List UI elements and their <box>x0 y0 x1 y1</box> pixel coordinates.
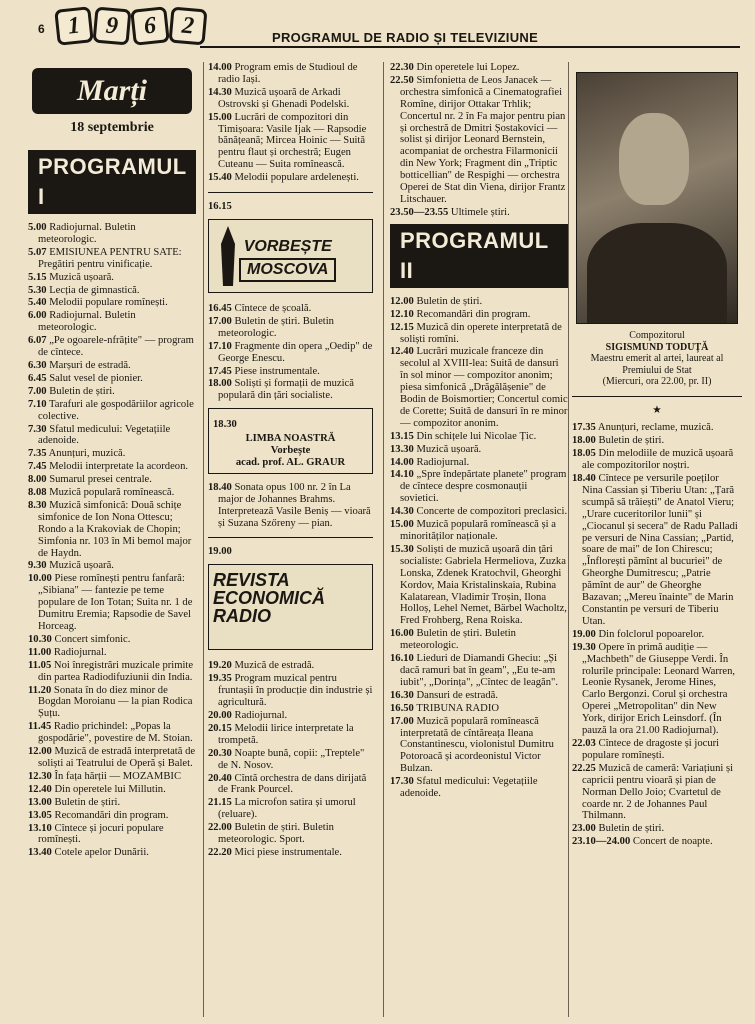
entry-time: 10.00 <box>28 573 52 585</box>
schedule-entry <box>28 797 196 809</box>
entry-text: Radio prichindel: „Popas la gospodărie", povestire de M. Stoian. <box>38 721 193 745</box>
column-divider <box>203 62 204 1017</box>
entry-text: Recomandări din program. <box>54 809 169 821</box>
year-digit: 1 <box>54 6 94 46</box>
divider <box>208 537 373 538</box>
entry-text: Radiojurnal. <box>234 710 288 721</box>
entry-time: 12.00 <box>390 295 414 307</box>
schedule-entry <box>390 544 568 627</box>
entry-text: Melodii populare ardelenești. <box>234 172 359 184</box>
schedule-entry <box>390 703 568 715</box>
schedule-entry <box>208 847 373 859</box>
entry-time: 5.15 <box>28 271 47 283</box>
entry-time: 11.45 <box>28 721 52 733</box>
entry-time: 9.30 <box>28 560 47 572</box>
entry-time: 19.35 <box>208 673 232 685</box>
schedule-entry <box>28 222 196 246</box>
schedule-entry <box>390 690 568 702</box>
logo-line: VORBEȘTE <box>243 237 332 255</box>
schedule-entry <box>390 207 568 219</box>
limba-noastra-box <box>208 408 373 474</box>
entry-time: 18.00 <box>572 435 596 447</box>
entry-time: 11.00 <box>28 646 52 658</box>
entry-text: Program emis de Studioul de radio Iași. <box>218 62 358 85</box>
entry-text: Sfatul medicului: Vegetațiile adenoide. <box>38 423 171 447</box>
entry-time: 20.30 <box>208 747 232 759</box>
entry-time: 12.30 <box>28 770 52 782</box>
entry-time: 11.05 <box>28 659 52 671</box>
logo-line: REVISTA <box>213 570 290 591</box>
entry-time: 12.40 <box>390 346 414 358</box>
entry-time: 18.05 <box>572 448 596 460</box>
star-icon: ★ <box>652 404 662 416</box>
schedule-entry <box>390 653 568 689</box>
entry-text: Muzică de estradă interpretată de soliști ai Teatrului de Operă și Balet. <box>38 746 196 769</box>
schedule-entry <box>208 303 373 315</box>
schedule-entry <box>208 723 373 747</box>
entry-time: 10.30 <box>28 633 52 645</box>
schedule-entry <box>28 360 196 372</box>
entry-text: La microfon satira și umorul (reluare). <box>218 797 356 821</box>
schedule-entry <box>208 378 373 402</box>
entry-time: 15.40 <box>208 172 232 184</box>
entry-time: 22.25 <box>572 762 596 774</box>
schedule-entry <box>208 797 373 821</box>
schedule-entry <box>390 716 568 776</box>
entry-text: TRIBUNA RADIO <box>416 702 500 714</box>
schedule-entry <box>28 386 196 398</box>
entry-text: Muzică din operete interpretată de soliști romîni. <box>400 321 562 345</box>
entry-time: 14.30 <box>390 506 414 518</box>
entry-text: Din operetele lui Millutin. <box>54 783 166 795</box>
schedule-entry <box>208 673 373 709</box>
year-digit: 2 <box>168 6 207 45</box>
schedule-entry <box>572 823 742 835</box>
schedule-entry <box>28 424 196 448</box>
entry-time: 6.30 <box>28 359 47 371</box>
entry-time: 13.00 <box>28 796 52 808</box>
entry-time: 22.50 <box>390 74 414 86</box>
entry-text: Mici piese instrumentale. <box>234 846 342 858</box>
schedule-entry <box>572 836 742 848</box>
header-rule <box>200 46 740 48</box>
schedule-entry <box>390 62 568 74</box>
schedule-entry <box>208 822 373 846</box>
entry-time: 16.30 <box>390 689 414 701</box>
schedule-entry <box>28 461 196 473</box>
schedule-entry <box>390 322 568 346</box>
entry-text: EMISIUNEA PENTRU SATE: Pregătiri pentru vinificație. <box>38 246 182 270</box>
entry-time: 5.07 <box>28 246 47 258</box>
year-logo <box>56 8 206 44</box>
entry-time: 7.00 <box>28 385 47 397</box>
entry-time: 15.30 <box>390 543 414 555</box>
entry-text: Noapte bună, copii: „Treptele" de N. Nosov. <box>218 747 365 771</box>
schedule-list <box>208 62 373 184</box>
schedule-entry <box>208 87 373 111</box>
schedule-entry <box>208 341 373 365</box>
schedule-entry <box>28 373 196 385</box>
composer-photo <box>576 72 738 324</box>
schedule-list <box>390 296 568 800</box>
entry-time: 19.30 <box>572 641 596 653</box>
schedule-entry <box>28 474 196 486</box>
schedule-entry <box>208 482 373 530</box>
schedule-entry <box>28 310 196 334</box>
schedule-entry <box>28 810 196 822</box>
entry-time: 18.40 <box>572 473 596 485</box>
entry-time: 14.00 <box>208 62 232 73</box>
entry-text: Anunțuri, muzică. <box>48 448 126 460</box>
box-line: Vorbește <box>270 445 311 457</box>
schedule-entry <box>572 422 742 434</box>
entry-text: Muzică de cameră: Variațiuni și capricii pentru vioară și pian de Norman Dello Joio; Cvartetul de coarde nr. 2 de Johannes Paul Thilmann. <box>582 762 734 822</box>
entry-text: Radiojurnal. Buletin meteorologic. <box>38 222 136 245</box>
entry-text: Radiojurnal. <box>416 456 470 468</box>
entry-time: 13.05 <box>28 809 52 821</box>
schedule-entry <box>28 634 196 646</box>
schedule-entry <box>28 272 196 284</box>
schedule-entry <box>28 771 196 783</box>
entry-text: Tarafuri ale gospodăriilor agricole colective. <box>38 398 194 422</box>
schedule-entry <box>28 500 196 560</box>
entry-time: 8.30 <box>28 499 47 511</box>
page-header <box>0 0 755 52</box>
entry-time: 12.10 <box>390 308 414 320</box>
entry-time: 6.45 <box>28 372 47 384</box>
entry-text: Buletin de știri. Buletin meteorologic. <box>218 315 334 339</box>
photo-suit-shape <box>587 223 727 324</box>
year-digit: 6 <box>130 6 170 46</box>
entry-time: 20.15 <box>208 722 232 734</box>
schedule-entry <box>28 685 196 721</box>
entry-text: Lieduri de Diamandi Gheciu: „Și dacă ramuri bat în geam", „Eu te-am iubit", „Dorința", „Cîntec de leagăn". <box>400 653 558 688</box>
page-number: 6 <box>38 22 45 36</box>
entry-text: Muzică simfonică: Două schițe simfonice de Ion Nona Ottescu; Rondo a la Krakoviak de Chopin; Simfonia nr. 103 în Mi bemol major de Haydn. <box>38 499 192 559</box>
box-line: acad. prof. AL. GRAUR <box>235 456 346 468</box>
entry-text: „Spre îndepărtate planete" program de cîntece despre cosmonauții sovietici. <box>400 469 567 505</box>
entry-text: Muzică populară romînească interpretată de cîntăreața Ileana Constantinescu, violonistul Dumitru Potoroacă și acordeonistul Victor Bulzan. <box>400 715 554 775</box>
entry-time: 19.20 <box>208 660 232 672</box>
entry-time: 7.45 <box>28 461 47 473</box>
entry-text: Muzică populară romînească. <box>49 487 175 499</box>
entry-text: Muzică de estradă. <box>234 660 315 672</box>
schedule-entry <box>572 738 742 762</box>
program-heading: PROGRAMUL II <box>390 224 568 288</box>
column-3 <box>390 62 568 801</box>
entry-text: Sonata în do diez minor de Bogdan Moroianu — la pian Rodica Șuțu. <box>38 684 193 720</box>
entry-text: Buletin de știri. Buletin meteorologic. Sport. <box>218 822 334 846</box>
entry-time: 20.40 <box>208 772 232 784</box>
time-label: 19.00 <box>208 546 232 558</box>
entry-text: Cotele apelor Dunării. <box>54 847 149 859</box>
entry-text: Buletin de știri. Buletin meteorologic. <box>400 628 516 652</box>
photo-face-shape <box>619 113 689 205</box>
entry-time: 7.30 <box>28 423 47 435</box>
entry-text: Ultimele știri. <box>450 206 510 218</box>
entry-text: Buletin de știri. <box>598 823 665 835</box>
entry-text: Anunțuri, reclame, muzică. <box>597 422 714 434</box>
schedule-entry <box>390 346 568 429</box>
column-4 <box>572 62 742 849</box>
schedule-entry <box>28 721 196 745</box>
entry-time: 14.10 <box>390 469 414 481</box>
entry-time: 8.08 <box>28 487 47 499</box>
entry-text: „Pe ogoarele-nfrățite" — program de cîntece. <box>38 335 194 359</box>
entry-text: Din melodiile de muzică ușoară ale compozitorilor noștri. <box>582 448 734 472</box>
entry-text: Melodii interpretate la acordeon. <box>49 461 189 473</box>
entry-time: 6.07 <box>28 335 47 347</box>
entry-time: 15.00 <box>208 111 232 123</box>
schedule-entry <box>208 366 373 378</box>
schedule-entry <box>208 316 373 340</box>
entry-text: Soliști și formații de muzică populară din țări socialiste. <box>218 378 354 402</box>
schedule-entry <box>28 823 196 847</box>
entry-text: Buletin de știri. <box>416 295 483 307</box>
entry-text: Din operetele lui Lopez. <box>416 62 520 73</box>
entry-time: 5.30 <box>28 284 47 296</box>
entry-text: Radiojurnal. <box>53 646 107 658</box>
entry-time: 17.35 <box>572 422 596 434</box>
schedule-entry <box>572 642 742 737</box>
column-divider <box>383 62 384 1017</box>
entry-time: 16.10 <box>390 653 414 665</box>
schedule-entry <box>28 247 196 271</box>
column-1 <box>28 62 196 860</box>
schedule-list <box>28 222 196 859</box>
entry-text: Dansuri de estradă. <box>416 689 498 701</box>
entry-time: 11.20 <box>28 684 52 696</box>
entry-text: Marșuri de estradă. <box>49 359 131 371</box>
entry-time: 14.00 <box>390 456 414 468</box>
schedule-list <box>390 62 568 219</box>
entry-time: 5.40 <box>28 297 47 309</box>
entry-text: Buletin de știri. <box>54 796 121 808</box>
schedule-list <box>208 303 373 402</box>
entry-text: Concerte de compozitori preclasici. <box>416 506 568 518</box>
entry-time: 12.15 <box>390 321 414 333</box>
schedule-entry <box>208 748 373 772</box>
photo-caption <box>572 330 742 388</box>
logo-line: MOSCOVA <box>239 258 336 282</box>
date-label: 18 septembrie <box>70 120 154 135</box>
entry-time: 16.50 <box>390 702 414 714</box>
entry-text: Muzică ușoară de Arkadi Ostrovski și Ghenadi Podelski. <box>218 86 350 110</box>
schedule-entry <box>572 763 742 823</box>
schedule-entry <box>28 285 196 297</box>
time-label: 18.30 <box>213 419 237 431</box>
schedule-entry <box>390 309 568 321</box>
schedule-entry <box>390 506 568 518</box>
schedule-entry <box>28 784 196 796</box>
entry-time: 17.00 <box>208 315 232 327</box>
entry-time: 6.00 <box>28 310 47 322</box>
entry-time: 7.35 <box>28 448 47 460</box>
schedule-entry <box>208 660 373 672</box>
entry-text: Piese instrumentale. <box>234 365 320 377</box>
entry-text: Cîntece de școală. <box>234 302 312 314</box>
entry-time: 22.20 <box>208 846 232 858</box>
entry-text: Noi înregistrări muzicale primite din partea Radiodifuziunii din India. <box>38 659 194 683</box>
schedule-entry <box>208 62 373 86</box>
entry-text: Din folclorul popoarelor. <box>598 628 705 640</box>
entry-time: 23.10—24.00 <box>572 836 631 848</box>
schedule-entry <box>208 112 373 172</box>
caption-line: Compozitorul <box>629 330 685 341</box>
revista-economica-logo <box>208 564 373 650</box>
schedule-entry <box>28 560 196 572</box>
entry-time: 18.40 <box>208 481 232 493</box>
entry-text: Cîntece pe versurile poeților Nina Cassian și Tiberiu Utan: „Țară scumpă să trăiești" de Anatol Vieru; „Urare cuceritorilor lunii" și „Ciocanul și secera" de Radu Palladi pe versuri de Nina Cassian; „Partid, soare de mai" de Ion Chirescu; „Înflorești pămînt al bucuriei" de Gheorghe Dumitrescu; „Patrie pămînt de aur" de Gheorghe Bazavan; „Mereu înainte" de Marin Constantin pe versuri de Tiberiu Utan. <box>582 473 738 627</box>
entry-text: Cîntece de dragoste și jocuri populare romînești. <box>582 737 720 761</box>
entry-time: 17.30 <box>390 776 414 788</box>
entry-time: 18.00 <box>208 378 232 390</box>
entry-time: 19.00 <box>572 628 596 640</box>
logo-text <box>239 238 336 282</box>
schedule-entry <box>572 435 742 447</box>
schedule-entry <box>208 710 373 722</box>
entry-time: 13.30 <box>390 443 414 455</box>
schedule-entry <box>28 660 196 684</box>
schedule-entry <box>28 335 196 359</box>
entry-text: Recomandări din program. <box>416 308 531 320</box>
entry-text: Muzică populară romînească și a minorităților naționale. <box>400 519 556 542</box>
schedule-entry <box>572 473 742 628</box>
entry-time: 12.40 <box>28 783 52 795</box>
entry-text: Muzică ușoară. <box>416 443 482 455</box>
divider <box>572 396 742 397</box>
entry-time: 12.00 <box>28 746 52 758</box>
entry-text: Salut vesel de pionier. <box>49 372 143 384</box>
program-heading: PROGRAMUL I <box>28 150 196 214</box>
schedule-entry <box>390 444 568 456</box>
entry-text: Sfatul medicului: Vegetațiile adenoide. <box>400 776 538 800</box>
schedule-entry <box>208 172 373 184</box>
schedule-entry <box>28 847 196 859</box>
schedule-entry <box>28 573 196 633</box>
schedule-entry <box>28 399 196 423</box>
entry-text: Buletin de știri. <box>49 385 115 397</box>
day-title: Marți <box>32 68 192 114</box>
entry-text: Sonata opus 100 nr. 2 în La major de Johannes Brahms. Interpretează Vasile Beniș — vioară și Suzana Szőreny — pian. <box>218 481 371 529</box>
entry-text: Melodii lirice interpretate la trompetă. <box>218 722 354 746</box>
entry-text: Concert simfonic. <box>54 633 131 645</box>
entry-text: Muzică ușoară. <box>49 271 114 283</box>
entry-time: 17.45 <box>208 365 232 377</box>
entry-time: 16.45 <box>208 302 232 314</box>
entry-text: Simfonietta de Leos Janacek — orchestra simfonică a Cinematografiei Romîne, dirijor Ottakar Trhlik; Concertul nr. 2 în Fa major pentru pian și orchestră de Dmitri Șostakovici — solist și dirijor Leonard Bernstein, acompaniat de orchestra Filarmonicii din New York; Fragment din „Triptic botticellian" de Respighi — orchestra Operei de Stat din Viena, dirijor Frantz Litschauer. <box>400 74 566 205</box>
entry-time: 13.10 <box>28 822 52 834</box>
column-2 <box>208 62 373 860</box>
box-title: LIMBA NOASTRĂ <box>245 433 336 445</box>
entry-time: 20.00 <box>208 710 232 721</box>
column-divider <box>568 62 569 1017</box>
entry-text: Melodii populare romînești. <box>49 297 168 309</box>
entry-time: 17.10 <box>208 340 232 352</box>
schedule-entry <box>28 647 196 659</box>
year-digit: 9 <box>92 6 131 45</box>
entry-text: Buletin de știri. <box>598 435 665 447</box>
schedule-entry <box>390 296 568 308</box>
schedule-list <box>208 660 373 859</box>
entry-text: Soliști de muzică ușoară din țări socialiste: Gabriela Hermeliova, Zuzka Lonska, Zdenek Kratochvil, Gheorghi Kordov, Maia Kristalinskaia, Rubina Kalatarean, Vladimir Troșin, Ilona Holloș, Lehel Nemet, Bärbel Wacholtz, Fred Frohberg, Rena Roiska. <box>400 543 567 627</box>
entry-time: 7.10 <box>28 398 47 410</box>
entry-text: Lucrări de compozitori din Timișoara: Vasile Ijak — Rapsodie bănățeană; Mircea Hoinic — Suită pentru flaut și orchestră; Eugen Cuteanu — Suita romînească. <box>218 111 367 171</box>
entry-text: Cîntece și jocuri populare romînești. <box>38 822 164 846</box>
schedule-entry <box>390 75 568 206</box>
schedule-entry <box>28 487 196 499</box>
entry-time: 23.00 <box>572 823 596 835</box>
schedule-entry <box>28 297 196 309</box>
entry-time: 5.00 <box>28 222 47 233</box>
logo-line: ECONOMICĂ <box>213 588 325 609</box>
schedule-entry <box>390 776 568 800</box>
entry-text: Lecția de gimnastică. <box>49 284 140 296</box>
divider <box>208 192 373 193</box>
entry-time: 23.50—23.55 <box>390 206 449 218</box>
entry-text: Cîntă orchestra de dans dirijată de Frank Pourcel. <box>218 772 367 796</box>
caption-line: Maestru emerit al artei, laureat al Premiului de Stat <box>590 353 724 376</box>
entry-text: Muzică ușoară. <box>49 560 114 572</box>
schedule-entry <box>390 469 568 505</box>
page-title: PROGRAMUL DE RADIO ȘI TELEVIZIUNE <box>272 30 539 45</box>
entry-time: 13.15 <box>390 430 414 442</box>
entry-time: 14.30 <box>208 86 232 98</box>
entry-text: Lucrări muzicale franceze din secolul al XVIII-lea: Suită de dansuri în sol minor — compozitor anonim; piesa simfonică „Drăgălășenie" de Bodin de Boismortier; Concertul comic de Corette; Suită de dansuri în re minor — compozitor anonim. <box>400 346 568 429</box>
entry-text: Fragmente din opera „Oedip" de George Enescu. <box>218 340 373 364</box>
schedule-entry <box>572 629 742 641</box>
logo-line: RADIO <box>213 606 271 627</box>
entry-text: Program muzical pentru fruntașii în producție din industrie și agricultură. <box>218 673 373 709</box>
entry-text: Concert de noapte. <box>632 836 713 848</box>
schedule-list <box>208 482 373 530</box>
schedule-entry <box>572 448 742 472</box>
schedule-entry <box>28 448 196 460</box>
entry-time: 15.00 <box>390 519 414 531</box>
entry-text: Din schițele lui Nicolae Țic. <box>416 430 537 442</box>
schedule-entry <box>208 773 373 797</box>
schedule-list <box>572 422 742 848</box>
entry-time: 22.30 <box>390 62 414 73</box>
time-label: 16.15 <box>208 201 232 213</box>
entry-text: Opere în primă audiție — „Machbeth" de Giuseppe Verdi. În rolurile principale: Leonard Warren, Leonie Rysanek, Jerome Hines, Carlo Bergonzi. Corul și orchestra Operei „Metropolitan" din New York, dirijor Erich Leinsdorf. (În pauză la ora 21.00 Radiojurnal). <box>582 641 736 737</box>
vorbeste-moscova-logo <box>208 219 373 293</box>
entry-time: 16.00 <box>390 628 414 640</box>
entry-time: 13.40 <box>28 847 52 859</box>
schedule-entry <box>390 519 568 543</box>
caption-line: SIGISMUND TODUȚĂ <box>605 341 709 353</box>
schedule-entry <box>390 431 568 443</box>
entry-text: Piese romînești pentru fanfară: „Sibiana" — fantezie pe teme populare de Ion Totan; Suita nr. 1 de Dumitru Eremia; Rapsodie de Savel Horceag. <box>38 573 193 632</box>
entry-time: 22.00 <box>208 822 232 834</box>
entry-text: Radiojurnal. Buletin meteorologic. <box>38 310 136 334</box>
entry-time: 22.03 <box>572 737 596 749</box>
entry-time: 21.15 <box>208 797 232 809</box>
caption-line: (Miercuri, ora 22.00, pr. II) <box>602 376 712 387</box>
schedule-entry <box>390 628 568 652</box>
entry-text: În fața hărții — MOZAMBIC <box>54 770 182 782</box>
entry-time: 8.00 <box>28 474 47 486</box>
entry-time: 17.00 <box>390 715 414 727</box>
schedule-entry <box>390 457 568 469</box>
entry-text: Sumarul presei centrale. <box>49 474 152 486</box>
schedule-entry <box>28 746 196 770</box>
